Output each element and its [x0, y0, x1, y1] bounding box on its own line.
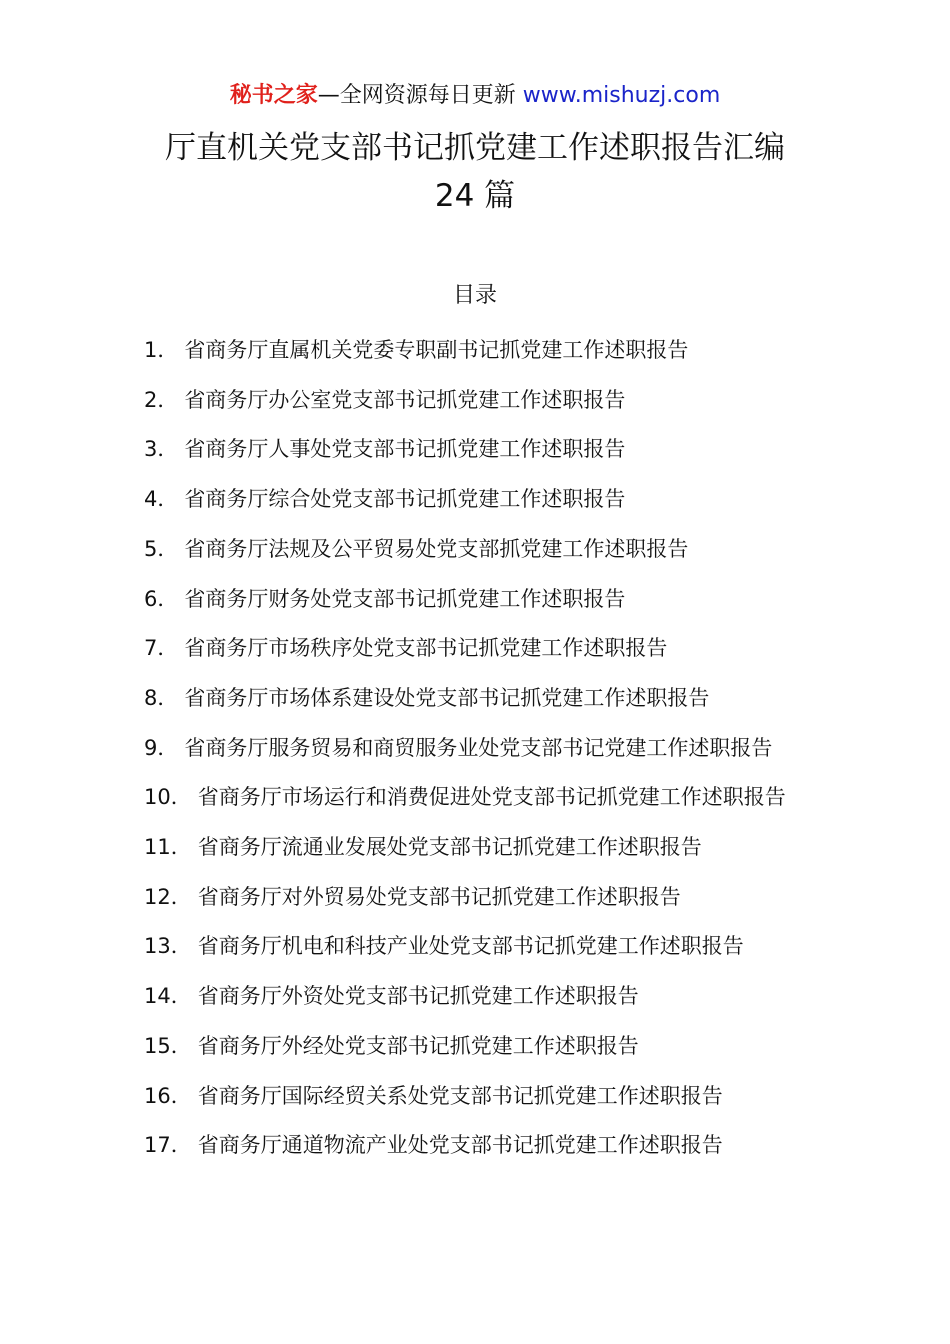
site-url[interactable]: www.mishuzj.com — [522, 83, 721, 108]
toc-item-title: 省商务厅市场体系建设处党支部书记抓党建工作述职报告 — [184, 685, 710, 710]
document-title — [0, 124, 950, 220]
toc-item[interactable] — [144, 873, 814, 923]
toc-item[interactable] — [144, 1121, 814, 1171]
toc-item-number: 9． — [144, 735, 179, 760]
toc-item-title: 省商务厅直属机关党委专职副书记抓党建工作述职报告 — [184, 338, 689, 362]
toc-item[interactable] — [144, 425, 814, 475]
toc-item-number: 15． — [144, 1033, 192, 1058]
toc-item-number: 6． — [144, 586, 179, 611]
toc-item-title: 省商务厅流通业发展处党支部书记抓党建工作述职报告 — [197, 835, 702, 860]
toc-item[interactable] — [144, 376, 814, 426]
toc-item-title: 省商务厅市场运行和消费促进处党支部书记抓党建工作述职报告 — [197, 785, 786, 810]
toc-item-number: 14． — [144, 984, 192, 1009]
toc-item-number: 2． — [144, 387, 179, 412]
toc-item-title: 省商务厅服务贸易和商贸服务业处党支部书记党建工作述职报告 — [184, 735, 773, 760]
toc-item-number: 17． — [144, 1133, 192, 1158]
toc-item[interactable] — [144, 823, 814, 873]
toc-item-title: 省商务厅国际经贸关系处党支部书记抓党建工作述职报告 — [197, 1083, 723, 1108]
toc-item[interactable] — [144, 674, 814, 724]
document-title-line-1: 厅直机关党支部书记抓党建工作述职报告汇编 — [165, 130, 785, 166]
toc-heading: 目录 — [452, 283, 497, 308]
toc-item-number: 5． — [144, 536, 179, 561]
toc-item-number: 11． — [144, 835, 192, 860]
toc-item[interactable] — [144, 326, 814, 376]
document-title-line-2: 24 篇 — [434, 178, 516, 214]
toc-item-number: 7． — [144, 636, 179, 661]
toc-item-title: 省商务厅市场秩序处党支部书记抓党建工作述职报告 — [184, 636, 668, 661]
toc-item[interactable] — [144, 773, 814, 823]
toc-item[interactable] — [144, 1022, 814, 1072]
toc-item-title: 省商务厅人事处党支部书记抓党建工作述职报告 — [184, 437, 626, 462]
toc-item-number: 4． — [144, 487, 179, 512]
toc-item[interactable] — [144, 922, 814, 972]
toc-item-title: 省商务厅外资处党支部书记抓党建工作述职报告 — [197, 984, 639, 1009]
toc-item[interactable] — [144, 475, 814, 525]
site-header — [0, 80, 950, 112]
brand-name: 秘书之家 — [229, 83, 318, 108]
toc-item[interactable] — [144, 525, 814, 575]
toc-item[interactable] — [144, 575, 814, 625]
toc-item-title: 省商务厅法规及公平贸易处党支部抓党建工作述职报告 — [184, 536, 689, 561]
toc-item-title: 省商务厅机电和科技产业处党支部书记抓党建工作述职报告 — [197, 934, 744, 959]
toc-item-title: 省商务厅财务处党支部书记抓党建工作述职报告 — [184, 586, 626, 611]
toc-item-number: 8． — [144, 685, 179, 710]
header-tagline: —全网资源每日更新 — [317, 83, 516, 108]
toc-item[interactable] — [144, 972, 814, 1022]
toc-item-number: 1． — [144, 338, 179, 362]
toc-item-number: 10． — [144, 785, 192, 810]
toc-item-title: 省商务厅对外贸易处党支部书记抓党建工作述职报告 — [197, 884, 681, 909]
toc-item-number: 13． — [144, 934, 192, 959]
toc-item-title: 省商务厅外经处党支部书记抓党建工作述职报告 — [197, 1033, 639, 1058]
toc-item-number: 16． — [144, 1083, 192, 1108]
toc-item-title: 省商务厅通道物流产业处党支部书记抓党建工作述职报告 — [197, 1133, 723, 1158]
toc-item-number: 3． — [144, 437, 179, 462]
toc-item[interactable] — [144, 624, 814, 674]
toc-item[interactable] — [144, 1072, 814, 1122]
toc-item-title: 省商务厅办公室党支部书记抓党建工作述职报告 — [184, 387, 626, 412]
toc-item-number: 12． — [144, 884, 192, 909]
toc-item[interactable] — [144, 724, 814, 774]
toc-item-title: 省商务厅综合处党支部书记抓党建工作述职报告 — [184, 487, 626, 512]
table-of-contents — [144, 326, 814, 1171]
